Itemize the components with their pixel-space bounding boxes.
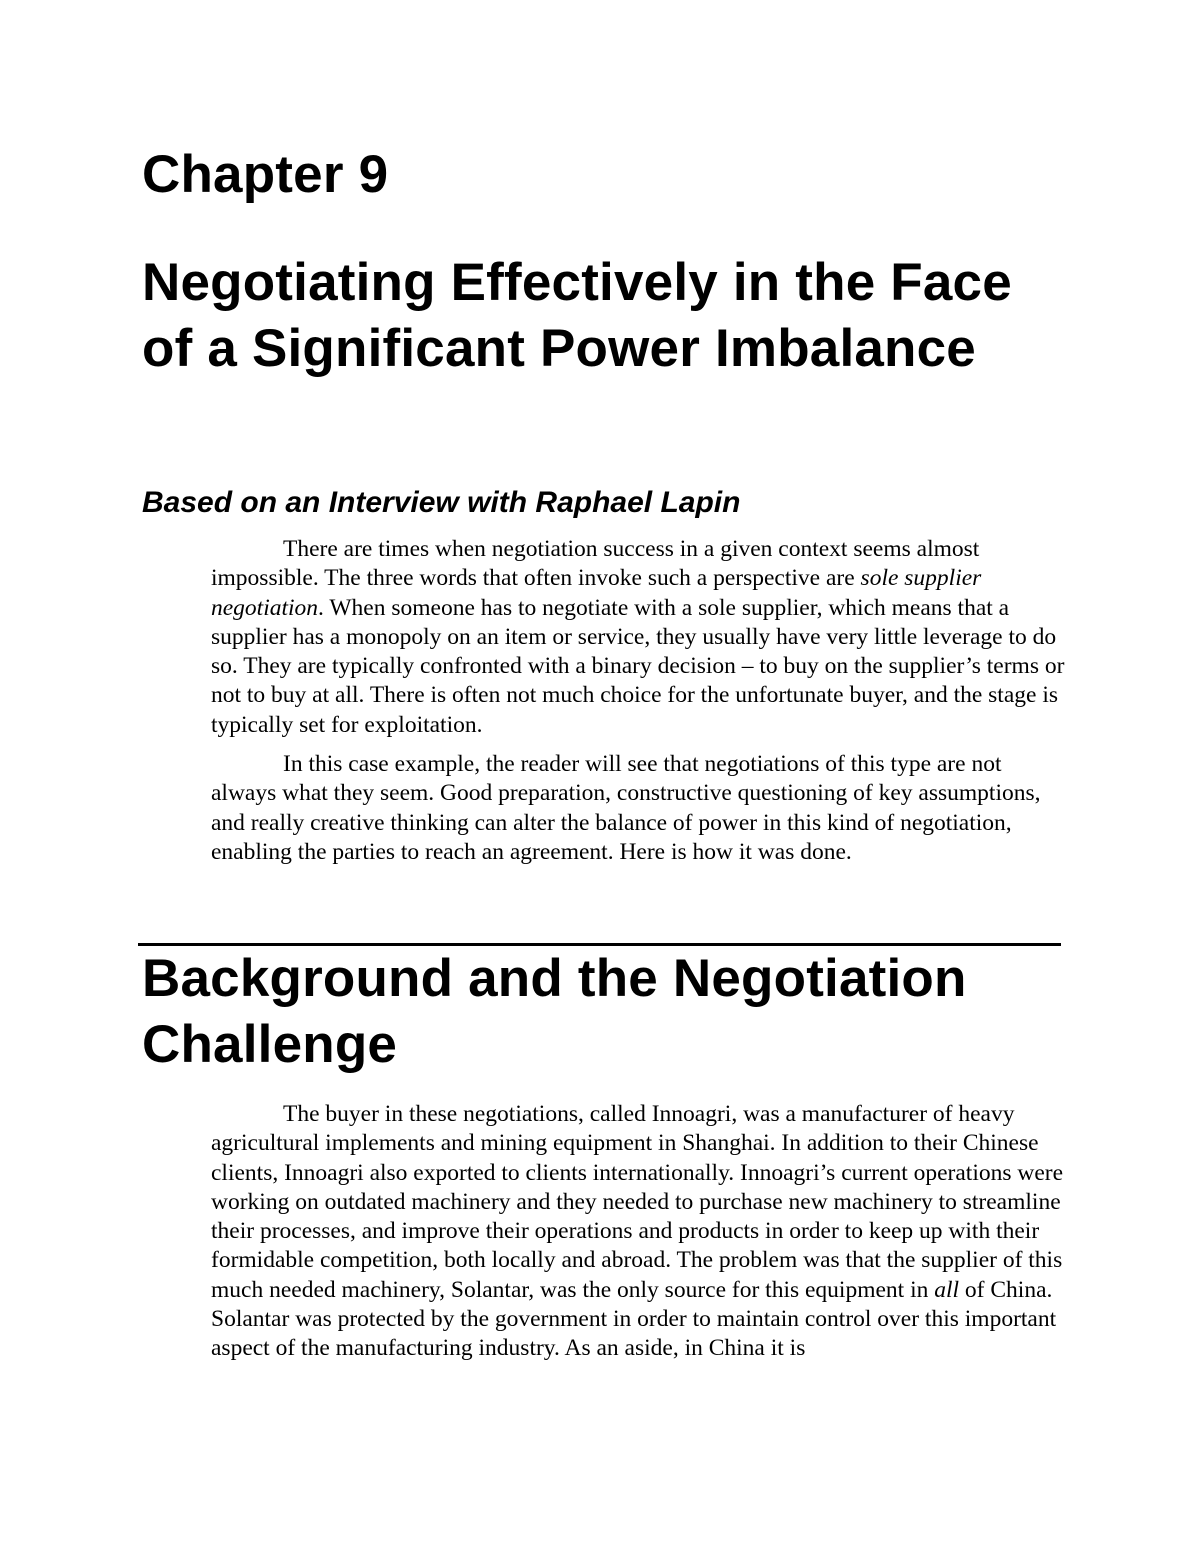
emphasized-term: sole supplier negotiation <box>211 565 982 621</box>
paragraph-text: of China. Solantar was protected by the government in order to maintain control over this important aspect of the manufacturing industry. As an aside, in China it is <box>211 1276 1057 1362</box>
section-paragraph <box>211 1100 1071 1364</box>
emphasized-term: all <box>934 1276 960 1303</box>
intro-paragraph <box>211 535 1071 740</box>
section-heading: Background and the Negotiation Challenge <box>142 949 967 1074</box>
paragraph-text: There are times when negotiation success in a given context seems almost impossible. The three words that often invoke such a perspective are <box>211 536 980 592</box>
chapter-label: Chapter 9 <box>142 145 389 204</box>
paragraph-text: The buyer in these negotiations, called Innoagri, was a manufacturer of heavy agricultural implements and mining equipment in Shanghai. In addition to their Chinese clients, Innoagri also exported to clients internationally. Innoagri’s current operations were working on outdated machinery and they needed to purchase new machinery to streamline their processes, and improve their operations and products in order to keep up with their formidable competition, both locally and abroad. The problem was that the supplier of this much needed machinery, Solantar, was the only source for this equipment in <box>211 1101 1064 1303</box>
paragraph-text: . When someone has to negotiate with a sole supplier, which means that a supplier has a monopoly on an item or service, they usually have very little leverage to do so. They are typically confronted with a binary decision – to buy on the supplier’s terms or not to buy at all. There is often not much choice for the unfortunate buyer, and the stage is typically set for exploitation. <box>211 594 1065 738</box>
section-text <box>211 1100 1071 1364</box>
intro-paragraph: In this case example, the reader will see that negotiations of this type are not always what they seem. Good preparation, constructive questioning of key assumptions, and really creative thinking can alter the balance of power in this kind of negotiation, enabling the parties to reach an agreement. Here is how it was done. <box>211 751 1041 865</box>
intro-text <box>211 535 1071 867</box>
chapter-subtitle: Based on an Interview with Raphael Lapin <box>142 486 741 519</box>
chapter-title: Negotiating Effectively in the Face of a Significant Power Imbalance <box>142 253 1012 378</box>
